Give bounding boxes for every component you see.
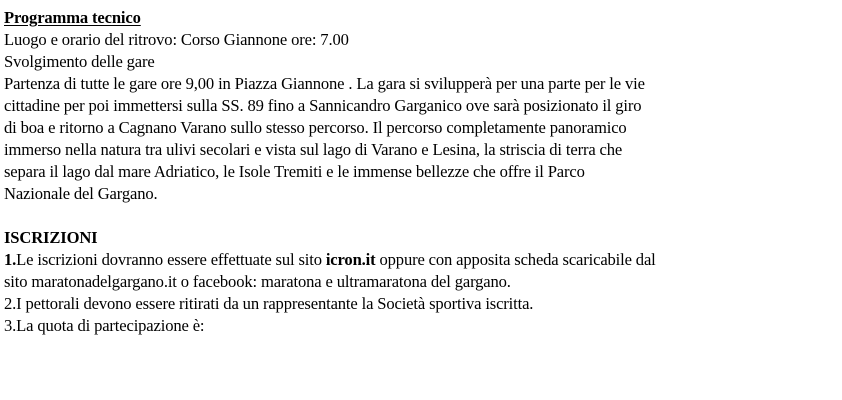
description-line: Nazionale del Gargano. [4, 184, 158, 203]
description-line: di boa e ritorno a Cagnano Varano sullo stesso percorso. Il percorso completamente panoramico [4, 118, 627, 137]
section-subtitle-svolgimento: Svolgimento delle gare [4, 52, 155, 71]
section-title-iscrizioni: ISCRIZIONI [4, 228, 98, 247]
description-line: cittadine per poi immettersi sulla SS. 89 fino a Sannicandro Garganico ove sarà posizionato il giro [4, 96, 642, 115]
registration-item-3: 3.La quota di partecipazione è: [4, 316, 205, 335]
item-number: 1. [4, 250, 17, 269]
description-line: immerso nella natura tra ulivi secolari e vista sul lago di Varano e Lesina, la striscia di terra che [4, 140, 623, 159]
registration-item-2: 2.I pettorali devono essere ritirati da un rappresentante la Società sportiva iscritta. [4, 294, 534, 313]
item-text: Le iscrizioni dovranno essere effettuate sul sito [16, 250, 326, 269]
meeting-info: Luogo e orario del ritrovo: Corso Giannone ore: 7.00 [4, 30, 349, 49]
registration-item-1-continuation: sito maratonadelgargano.it o facebook: maratona e ultramaratona del gargano. [4, 272, 511, 291]
description-line: separa il lago dal mare Adriatico, le Isole Tremiti e le immense bellezze che offre il Parco [4, 162, 585, 181]
registration-site: icron.it [325, 250, 376, 269]
paragraph-spacer [4, 205, 838, 227]
registration-item-1 [4, 249, 838, 271]
description-line: Partenza di tutte le gare ore 9,00 in Piazza Giannone . La gara si svilupperà per una parte per le vie [4, 74, 645, 93]
section-title-programma-tecnico: Programma tecnico [4, 8, 141, 27]
item-text: oppure con apposita scheda scaricabile dal [375, 250, 656, 269]
document-page [4, 7, 838, 337]
